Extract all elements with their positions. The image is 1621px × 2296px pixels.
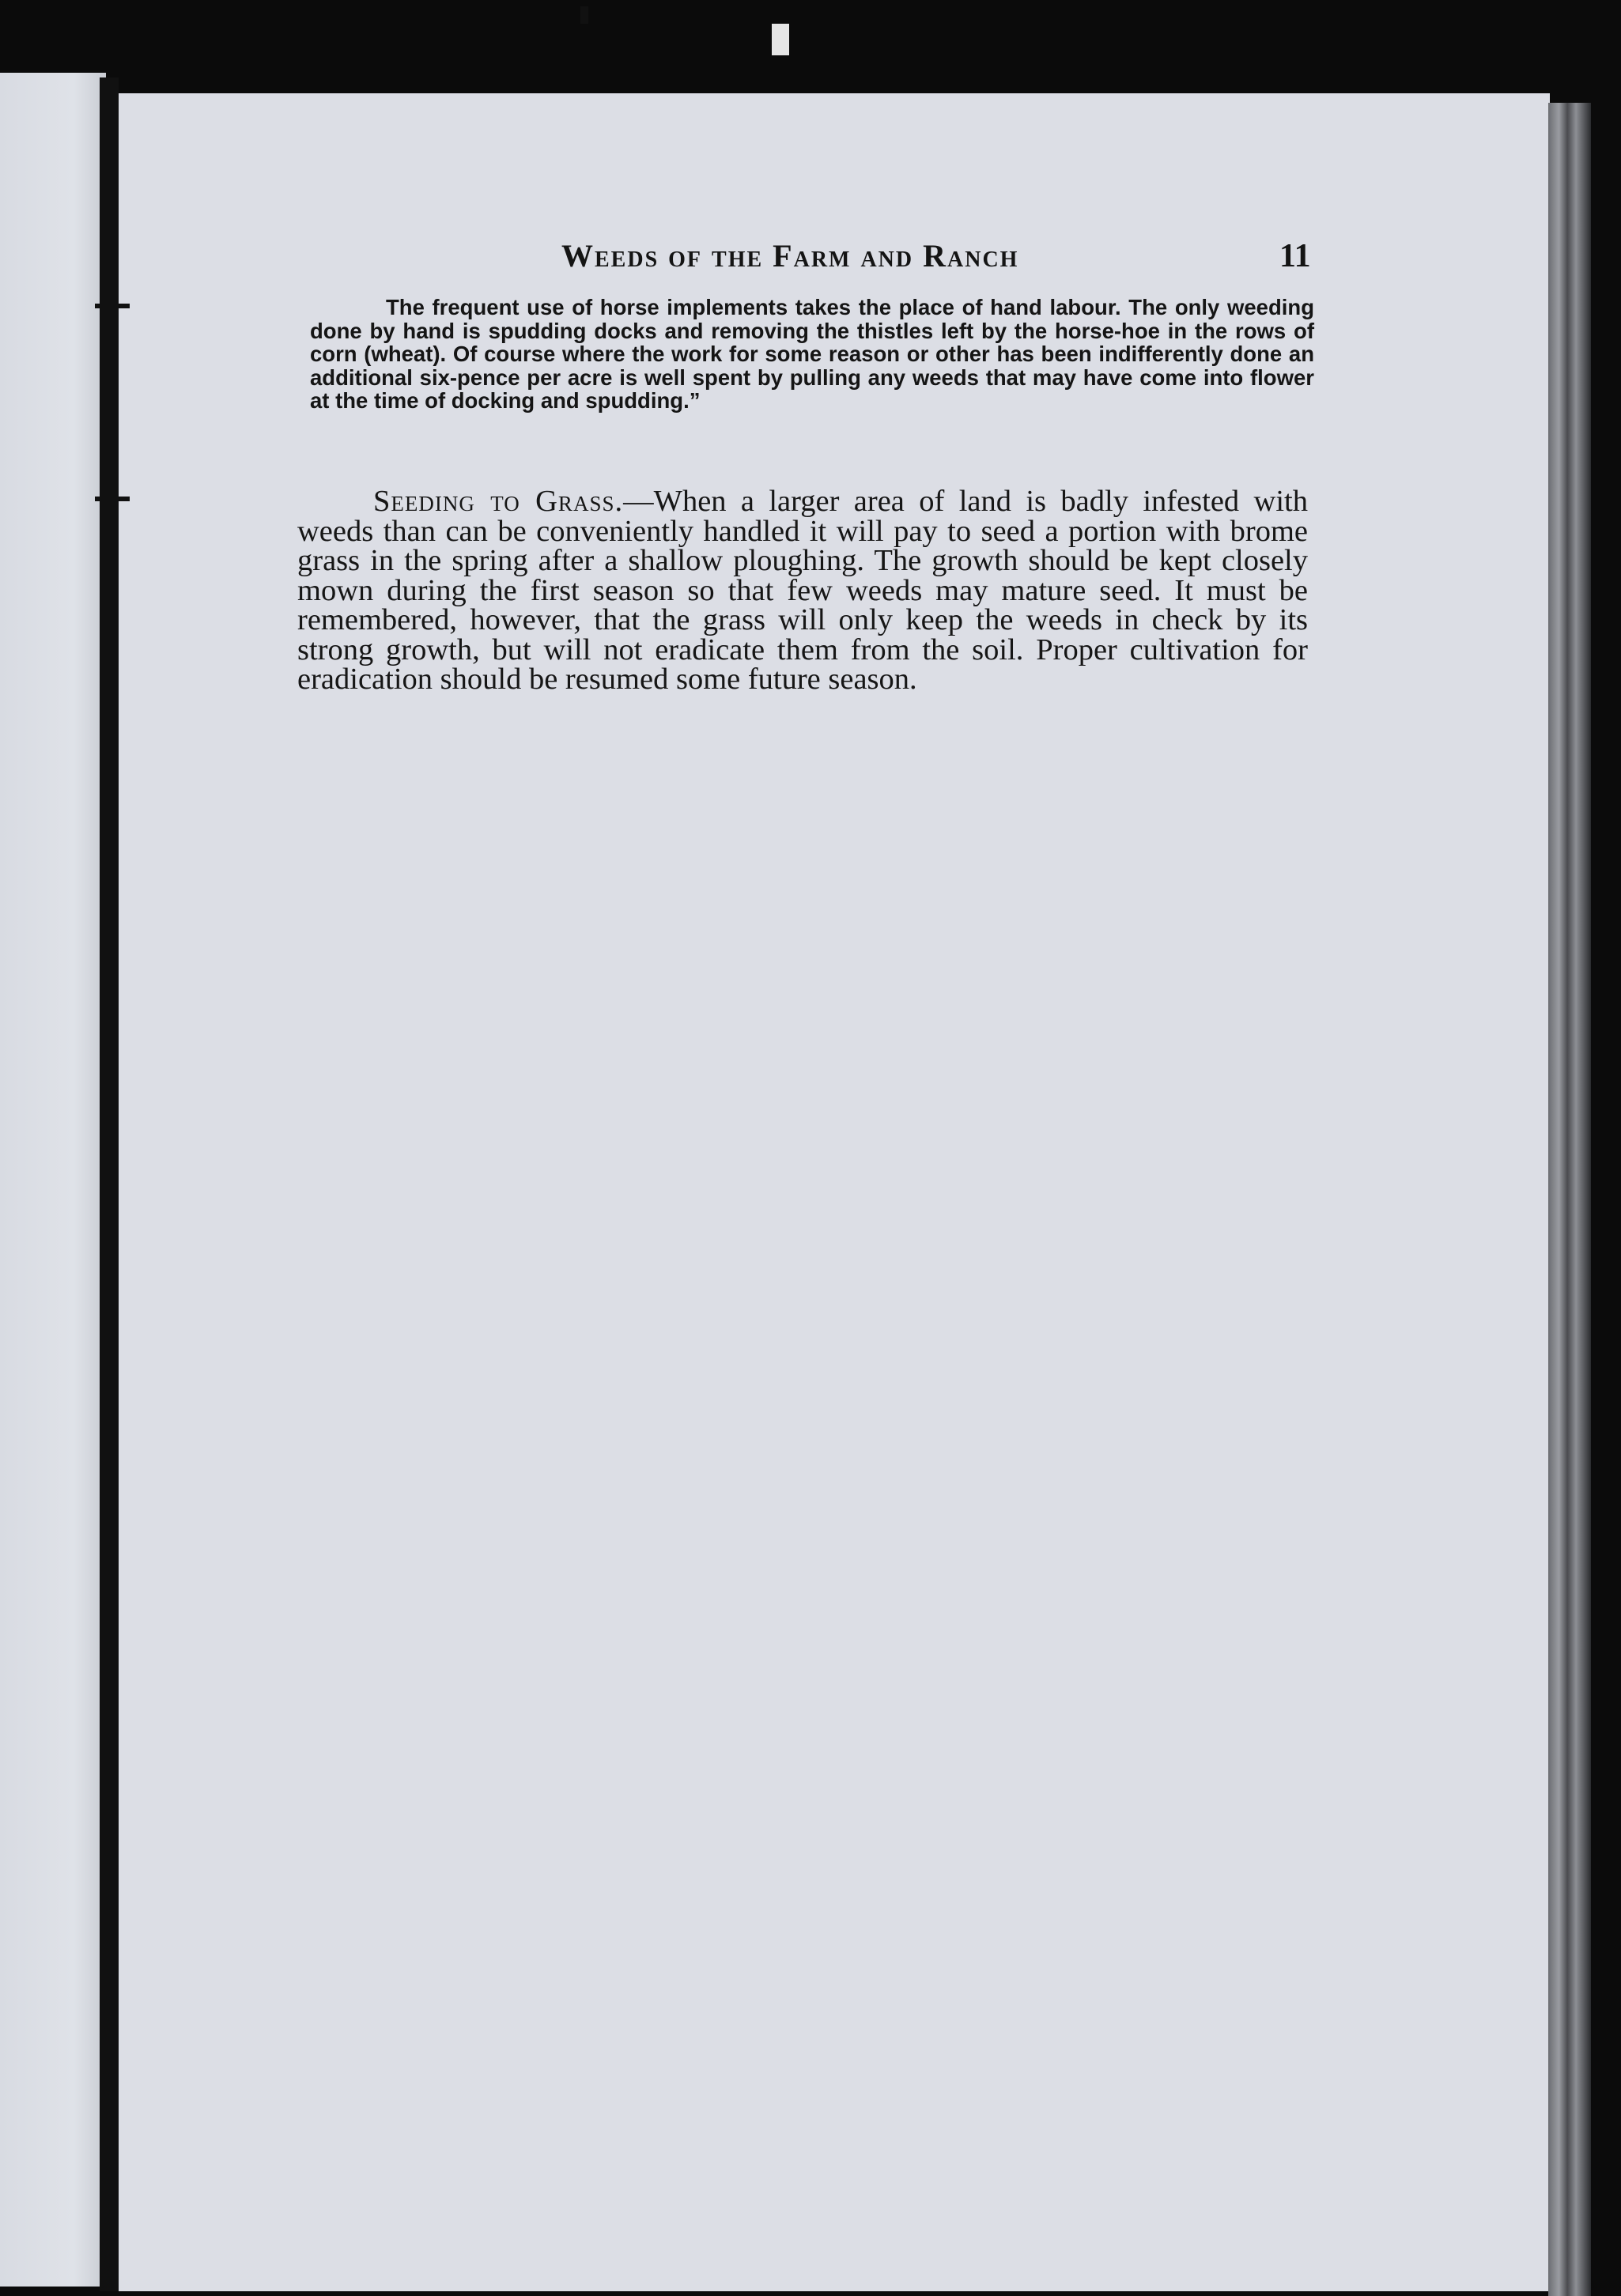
scan-mark	[95, 304, 130, 308]
book-spine	[100, 77, 119, 2291]
page-number: 11	[1279, 238, 1311, 274]
quoted-paragraph	[310, 296, 1314, 413]
section-heading: Seeding to Grass.	[373, 485, 624, 518]
section-paragraph	[297, 487, 1308, 695]
book-page	[119, 93, 1550, 2291]
scan-mark	[580, 6, 588, 24]
scan-mark	[95, 497, 130, 501]
section-text: —When a larger area of land is badly infested with weeds than can be conveniently handled it will pay to seed a portion with brome grass in the spring after a shallow ploughing. The growth should be kept closely mown during the first season so that few weeds may mature seed. It must be remembered, however, that the grass will only keep the weeds in check by its strong growth, but will not eradicate them from the soil. Proper cultivation for eradication should be resumed some future season.	[297, 485, 1309, 696]
right-page-edge	[1548, 103, 1591, 2296]
scan-mark	[772, 24, 789, 55]
quote-text: The frequent use of horse implements takes the place of hand labour. The only weeding done by hand is spudding docks and removing the thistles left by the horse-hoe in the rows of corn (wheat). Of course where the work for some reason or other has been indifferently done an additional six-pence per acre is well spent by pulling any weeds that may have come into flower at the time of docking and spudding.”	[310, 295, 1314, 413]
running-head: Weeds of the Farm and Ranch	[561, 238, 1019, 274]
page-header	[300, 237, 1328, 285]
left-page-edge	[0, 73, 106, 2287]
